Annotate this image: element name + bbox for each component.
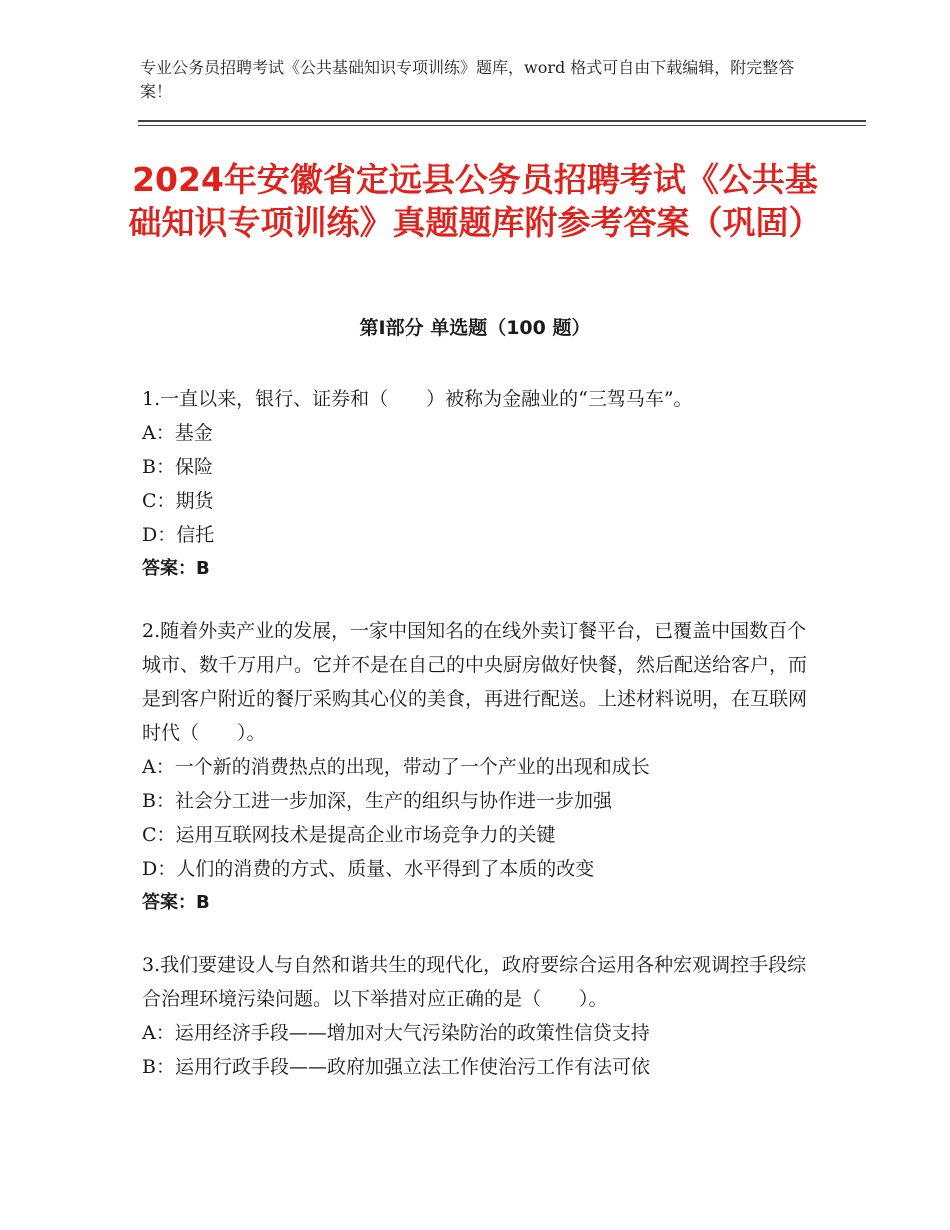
question-stem: 2.随着外卖产业的发展，一家中国知名的在线外卖订餐平台，已覆盖中国数百个城市、数千万用户。它并不是在自己的中央厨房做好快餐，然后配送给客户，而是到客户附近的餐厅采购其心仪的美食，再进行配送。上述材料说明，在互联网时代（ ）。 [142, 620, 808, 744]
question-2 [142, 614, 812, 920]
question-3 [142, 948, 812, 1084]
option-c: C：期货 [142, 490, 214, 512]
answer: 答案：B [142, 892, 210, 913]
option-a: A：基金 [142, 422, 213, 444]
section-heading: 第Ⅰ部分 单选题（100 题） [359, 317, 591, 339]
option-a: A：一个新的消费热点的出现，带动了一个产业的出现和成长 [142, 756, 650, 778]
document-title: 2024年安徽省定远县公务员招聘考试《公共基础知识专项训练》真题题库附参考答案（巩固） [128, 160, 822, 242]
header-note: 专业公务员招聘考试《公共基础知识专项训练》题库，word 格式可自由下载编辑，附完整答案！ [140, 58, 795, 101]
question-stem: 1.一直以来，银行、证券和（ ）被称为金融业的“三驾马车”。 [142, 388, 693, 410]
option-b: B：运用行政手段——政府加强立法工作使治污工作有法可依 [142, 1056, 650, 1078]
option-d: D：人们的消费的方式、质量、水平得到了本质的改变 [142, 858, 595, 880]
option-b: B：社会分工进一步加深，生产的组织与协作进一步加强 [142, 790, 612, 812]
header-rule-thin [138, 125, 866, 126]
question-1 [142, 382, 812, 586]
option-d: D：信托 [142, 524, 215, 546]
question-list [142, 382, 812, 1112]
option-c: C：运用互联网技术是提高企业市场竞争力的关键 [142, 824, 556, 846]
question-stem: 3.我们要建设人与自然和谐共生的现代化，政府要综合运用各种宏观调控手段综合治理环境污染问题。以下举措对应正确的是（ ）。 [142, 954, 807, 1010]
option-b: B：保险 [142, 456, 213, 478]
header-rule-thick [138, 120, 866, 122]
option-a: A：运用经济手段——增加对大气污染防治的政策性信贷支持 [142, 1022, 650, 1044]
answer: 答案：B [142, 558, 210, 579]
